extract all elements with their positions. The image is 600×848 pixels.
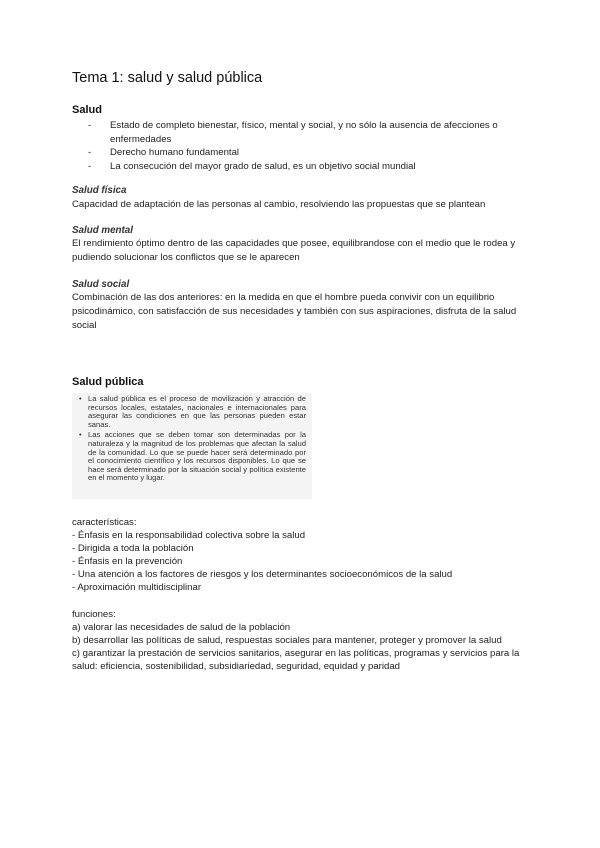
caracteristicas-heading: características:	[72, 517, 137, 528]
list-item-text: Derecho humano fundamental	[110, 147, 240, 159]
page-title: Tema 1: salud y salud pública	[72, 70, 263, 86]
list-item: c) garantizar la prestación de servicios sanitarios, asegurar en las políticas, programas y servicios para la salud: eficiencia, sostenibilidad, subsidiariedad, seguridad, equidad y paridad	[72, 648, 520, 672]
funciones-block	[72, 608, 532, 673]
funciones-heading: funciones:	[72, 609, 116, 620]
list-item: b) desarrollar las políticas de salud, respuestas sociales para mantener, proteger y promover la salud	[72, 635, 502, 646]
list-item	[88, 146, 528, 160]
list-item	[88, 119, 528, 146]
paragraph-salud-fisica: Capacidad de adaptación de las personas al cambio, resolviendo las propuestas que se plantean	[72, 199, 486, 210]
dash-marker: -	[88, 120, 92, 131]
subheading-salud-social: Salud social	[72, 279, 130, 290]
paragraph-salud-social: Combinación de las dos anteriores: en la medida en que el hombre pueda convivir con un equilibrio psicodinámico, con satisfacción de sus necesidades y también con sus aspiraciones, disfruta de la salud social	[72, 292, 517, 331]
slide-bullet-list	[72, 393, 312, 483]
section-heading-salud-publica: Salud pública	[72, 376, 144, 388]
slide-bullet-item	[78, 431, 306, 483]
subheading-salud-mental: Salud mental	[72, 225, 133, 236]
dash-marker: -	[88, 147, 92, 159]
list-item-text: Estado de completo bienestar, físico, mental y social, y no sólo la ausencia de afecciones o enfermedades	[110, 120, 498, 145]
paragraph-salud-mental: El rendimiento óptimo dentro de las capacidades que posee, equilibrandose con el medio que le rodea y pudiendo solucionar los conflictos que se le aparecen	[72, 238, 516, 263]
salud-publica-slide-image	[72, 393, 312, 499]
dash-marker: -	[88, 160, 92, 172]
subheading-salud-fisica: Salud física	[72, 185, 127, 196]
list-item: a) valorar las necesidades de salud de la población	[72, 622, 291, 633]
slide-bullet-text: La salud pública es el proceso de movilización y atracción de recursos locales, estatales, nacionales e internacionales para asegurar las condiciones en que las personas pueden estar sanas.	[88, 394, 306, 429]
salud-list	[88, 119, 528, 173]
list-item	[88, 160, 528, 174]
list-item: - Énfasis en la responsabilidad colectiva sobre la salud	[72, 530, 306, 541]
list-item: - Aproximación multidisciplinar	[72, 582, 202, 593]
list-item-text: La consecución del mayor grado de salud, es un objetivo social mundial	[110, 160, 416, 172]
slide-bullet-item	[78, 395, 306, 429]
section-heading-salud: Salud	[72, 104, 102, 116]
list-item: - Una atención a los factores de riesgos y los determinantes socioeconómicos de la salud	[72, 569, 453, 580]
list-item: - Énfasis en la prevención	[72, 556, 183, 567]
bullet-marker: •	[79, 430, 82, 440]
slide-bullet-text: Las acciones que se deben tomar son determinadas por la naturaleza y la magnitud de los problemas que afectan la salud de la comunidad. Lo que se puede hacer será determinado por el conocimiento científico y los recursos disponibles. Lo que se hace será determinado por la situación social y política existente en el momento y lugar.	[88, 430, 306, 483]
caracteristicas-block	[72, 516, 532, 594]
bullet-marker: •	[79, 394, 82, 403]
list-item: - Dirigida a toda la población	[72, 543, 194, 554]
